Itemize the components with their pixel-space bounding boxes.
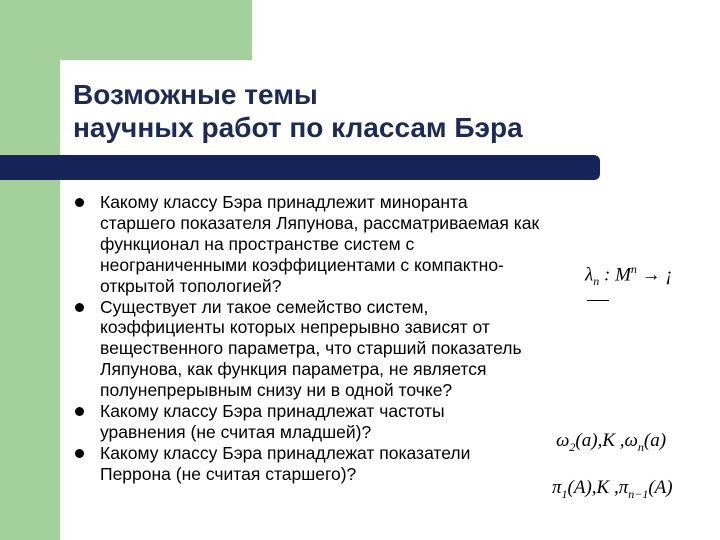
formula-omega: ω [556,430,570,451]
decorative-green-strip [0,60,60,540]
formula-perron [552,477,673,502]
formula-sub: 2 [569,439,576,454]
slide-title-line-1: Возможные темы [73,79,318,110]
bullet-line: Перрона (не считая старшего)? [100,463,357,484]
formula-sub: n [637,439,644,454]
bullet-line: полунепрерывным снизу ни в одной точке? [100,380,453,401]
bullet-item [73,297,613,402]
formula-sub: 1 [561,486,568,501]
bullet-line: Какому классу Бэра принадлежит миноранта [100,192,468,212]
formula-frequencies [556,430,666,455]
bullet-line: коэффициенты которых непрерывно зависят от [100,317,490,338]
bullet-line: старшего показателя Ляпунова, рассматриваемая как [100,212,540,233]
formula-sub: n−1 [628,486,649,501]
formula-sub: n [593,274,600,289]
bullet-dot-icon [75,449,84,458]
formula-end: (A) [648,477,673,498]
bullet-line: уравнения (не считая младшей)? [100,421,372,442]
formula-mid: (A),K ,π [567,477,629,498]
formula-mid: (a),K ,ω [575,430,638,451]
bullet-line: вещественного параметра, что старший показатель [100,338,522,359]
bullet-item [73,401,613,443]
formula-end: (a) [643,430,667,451]
formula-pi: π [552,477,562,498]
bullet-item [73,192,613,297]
formula-colon: : [603,264,611,286]
bullet-dot-icon [75,407,84,416]
bullet-item [73,443,613,485]
formula-arrow: → ¡ [641,264,673,286]
formula-sup: n [630,262,637,276]
bullet-line: Ляпунова, как функция параметра, не является [100,359,487,380]
formula-lambda: λ [585,264,594,286]
bullet-dot-icon [75,303,84,312]
bullet-line: функционал на пространстве систем с [100,233,415,254]
bullet-line: неограниченными коэффициентами с компактно- [100,254,504,275]
title-divider-bar [0,155,600,180]
formula-m: M [615,264,631,286]
bullet-line: Существует ли такое семейство систем, [100,296,429,317]
bullet-line: Какому классу Бэра принадлежат показатели [100,442,471,463]
slide-title [73,78,693,144]
formula-lambda-map [585,262,673,289]
formula-underline [587,300,609,301]
bullet-line: открытой топологией? [100,275,282,296]
slide-title-line-2: научных работ по классам Бэра [73,112,523,143]
bullet-line: Какому классу Бэра принадлежат частоты [100,401,445,422]
bullet-list [73,192,613,485]
decorative-green-block [0,0,252,60]
bullet-dot-icon [75,198,84,207]
